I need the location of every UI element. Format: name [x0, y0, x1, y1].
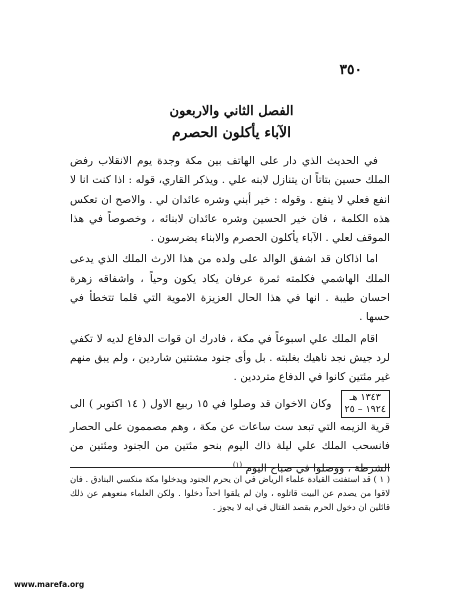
paragraph-2: اما اذاكان قد اشفق الوالد على ولده من هذا الارث الملك الذي يدعى الملك الهاشمي فكلمته ثمرة عرفان يكاد يكون وحياً ، واشفاقه زهرة احسان طيبة . انها في هذا الحال العزيزة الاموية التي قلما تتخطأ في حسها . — [70, 253, 390, 324]
paragraph-3: اقام الملك علي اسبوعاً في مكة ، فادرك ان قوات الدفاع لديه لا تكفي لرد جيش نجد ناهيك بغلبته . بل وأى جنود مشتتين شاردين ، ولم يبق منهم غير مئتين كانوا في الدفاع مترددين . — [70, 332, 390, 384]
footnote: ( ١ ) قد استفتت القيادة علماء الرياض في ان يحرم الجنود ويدخلوا مكة منكسي البنادق . فان لاقوا من يصدم عن البيت قاتلوه ، وان لم يلقوا احداً دخلوا . ولكن العلماء منعوهم عن ذلك قائلين ان دخول الحرم بقصد القتال في ايه لا يجوز . — [70, 474, 391, 512]
body-text — [70, 152, 390, 481]
date-note-gregorian: ١٩٢٤ – ٢٥ — [344, 403, 386, 415]
website-watermark: www.marefa.org — [14, 580, 85, 589]
paragraph-4 — [70, 390, 390, 479]
page-number: ٣٥٠ — [339, 62, 362, 78]
footnote-marker: (١) — [232, 461, 243, 470]
footnote-divider — [70, 467, 390, 468]
date-note-hijri: ١٣٤٣ هـ — [349, 391, 381, 403]
paragraph-1: في الحديث الذي دار على الهاتف بين مكة وجدة يوم الانقلاب رفض الملك حسين بتاتاً ان يتنازل لابنه علي . ويذكر القاري، قوله : اذا كنت انا لا انفع فعلي لا ينفع . وقوله : خير أبني وشره عائدان لي . والاصح ان تعكس هذه الكلمة ، فان خير الحسين وشره عائدان لابنائه ، وخصوصاً في هذا الموقف لعلي . الآباء يأكلون الحصرم والابناء يضرسون . — [70, 155, 390, 245]
chapter-title: الفصل الثاني والاربعون — [169, 104, 294, 119]
dated-paragraph-text: وكان الاخوان قد وصلوا في ١٥ ربيع الاول ( ١٤ اكتوبر ) الى قرية الزيمه التي تبعد ست ساعات عن مكة ، وهم مصممون على الحصار فانسحب الملك علي ليلة ذاك اليوم بنحو مئتين من الجنود ومئتين من الشرطة ، ووصلوا في صباح اليوم — [70, 397, 390, 475]
date-note-box — [341, 390, 390, 418]
chapter-subtitle: الآباء يأكلون الحصرم — [171, 125, 292, 141]
